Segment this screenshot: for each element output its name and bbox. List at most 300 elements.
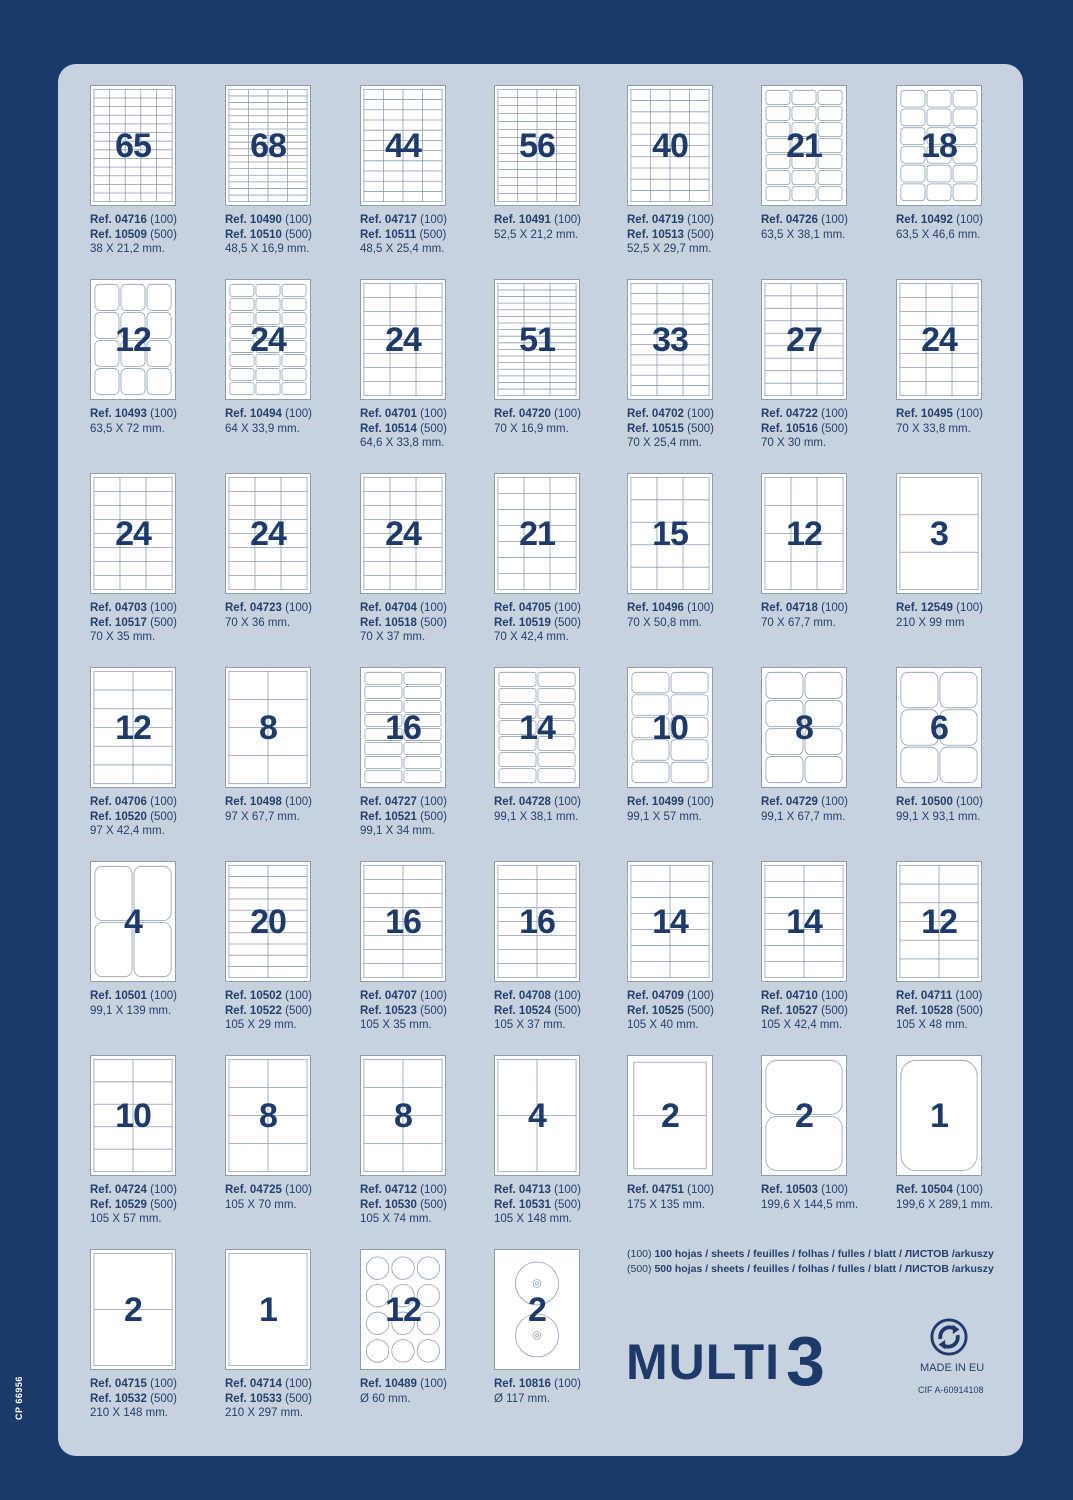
reference-code: Ref. 10501 (90, 990, 147, 1002)
label-sheet-diagram (896, 85, 982, 206)
legend-line-100: (100) 100 hojas / sheets / feuilles / folhas / fulles / blatt / ЛИСТОВ /arkuszy (627, 1248, 994, 1260)
labels-per-sheet: 14 (519, 708, 555, 747)
reference-line (225, 989, 312, 1004)
reference-code: Ref. 10516 (761, 422, 818, 435)
label-sheet-diagram (627, 85, 713, 206)
reference-code: Ref. 10502 (225, 990, 282, 1002)
labels-per-sheet: 16 (385, 902, 421, 941)
product-references (761, 213, 848, 242)
reference-line (494, 601, 581, 616)
reference-code: Ref. 04705 (494, 602, 551, 614)
pack-quantity: (100) (420, 408, 447, 420)
product-references (627, 795, 714, 824)
reference-code: Ref. 04724 (90, 1184, 147, 1196)
pack-quantity: (100) (420, 796, 447, 808)
pack-quantity: (100) (285, 602, 312, 614)
labels-per-sheet: 12 (385, 1290, 421, 1329)
label-product (761, 861, 848, 1033)
reference-line (360, 1198, 447, 1213)
label-dimensions: 105 X 37 mm. (494, 1019, 566, 1031)
reference-code: Ref. 04725 (225, 1184, 282, 1196)
label-sheet-diagram (627, 667, 713, 788)
reference-line (494, 1183, 581, 1198)
label-product (90, 85, 177, 257)
pack-quantity: (500) (554, 1198, 581, 1211)
reference-code: Ref. 04720 (494, 408, 551, 420)
reference-line (761, 422, 848, 437)
sheet-count-legend (627, 1247, 994, 1277)
label-dimensions: 105 X 29 mm. (225, 1019, 297, 1031)
pack-quantity: (100) (420, 1184, 447, 1196)
label-product (90, 861, 177, 1018)
label-sheet-diagram (360, 279, 446, 400)
reference-line (494, 616, 581, 631)
product-references (494, 1183, 581, 1227)
reference-code: Ref. 04727 (360, 796, 417, 808)
reference-code: Ref. 04706 (90, 796, 147, 808)
reference-code: Ref. 04701 (360, 408, 417, 420)
labels-per-sheet: 40 (652, 126, 688, 165)
pack-quantity: (100) (285, 214, 312, 226)
label-product (225, 1055, 312, 1212)
product-references (90, 601, 177, 645)
label-product (494, 473, 581, 645)
reference-line (896, 1183, 993, 1198)
pack-quantity: (500) (420, 1004, 447, 1017)
recycle-icon (930, 1318, 968, 1356)
label-dimensions: Ø 60 mm. (360, 1392, 411, 1405)
label-dimensions: 70 X 35 mm. (90, 631, 156, 643)
reference-code: Ref. 10527 (761, 1004, 818, 1017)
label-sheet-diagram (627, 279, 713, 400)
reference-line (360, 989, 447, 1004)
product-references (761, 601, 848, 630)
label-sheet-diagram (627, 473, 713, 594)
reference-code: Ref. 10511 (360, 228, 417, 241)
label-dimensions: 63,5 X 72 mm. (90, 422, 165, 435)
reference-code: Ref. 04709 (627, 990, 684, 1002)
label-sheet-diagram (90, 473, 176, 594)
label-sheet-diagram (225, 85, 311, 206)
reference-line (627, 228, 714, 243)
labels-per-sheet: 14 (786, 902, 822, 941)
reference-code: Ref. 10490 (225, 214, 282, 226)
label-product (90, 1055, 177, 1227)
label-sheet-diagram (896, 1055, 982, 1176)
product-references (225, 601, 312, 630)
pack-quantity: (500) (150, 228, 177, 241)
label-sheet-diagram (360, 667, 446, 788)
reference-code: Ref. 10515 (627, 422, 684, 435)
reference-line (225, 601, 312, 616)
labels-per-sheet: 1 (259, 1290, 277, 1329)
label-product (225, 279, 312, 436)
reference-code: Ref. 10518 (360, 616, 417, 629)
reference-code: Ref. 10528 (896, 1004, 953, 1017)
labels-per-sheet: 10 (652, 708, 688, 747)
pack-quantity: (100) (554, 408, 581, 420)
reference-code: Ref. 10504 (896, 1184, 953, 1196)
labels-per-sheet: 14 (652, 902, 688, 941)
label-product (627, 667, 714, 824)
label-dimensions: 63,5 X 46,6 mm. (896, 228, 981, 241)
reference-line (225, 1004, 312, 1019)
made-in-eu: MADE IN EU (920, 1362, 985, 1374)
reference-code: Ref. 10498 (225, 796, 282, 808)
reference-line (761, 407, 848, 422)
reference-line (627, 213, 714, 228)
label-dimensions: 70 X 37 mm. (360, 631, 426, 643)
label-dimensions: 105 X 57 mm. (90, 1213, 162, 1225)
labels-per-sheet: 16 (519, 902, 555, 941)
reference-code: Ref. 04710 (761, 990, 818, 1002)
reference-code: Ref. 04719 (627, 214, 684, 226)
pack-quantity: (100) (821, 408, 848, 420)
label-product (494, 279, 581, 436)
labels-per-sheet: 6 (930, 708, 948, 747)
label-dimensions: 70 X 42,4 mm. (494, 631, 569, 643)
label-sheet-diagram (494, 85, 580, 206)
label-product (627, 473, 714, 630)
product-references (90, 795, 177, 839)
reference-line (90, 616, 177, 631)
reference-line (494, 1004, 581, 1019)
reference-code: Ref. 04708 (494, 990, 551, 1002)
reference-line (360, 228, 447, 243)
label-dimensions: 70 X 33,8 mm. (896, 422, 971, 435)
label-product (90, 1249, 177, 1421)
reference-code: Ref. 10495 (896, 408, 953, 420)
pack-quantity: (100) (150, 1184, 177, 1196)
pack-quantity: (100) (687, 1184, 714, 1196)
reference-code: Ref. 10492 (896, 214, 953, 226)
product-references (896, 213, 983, 242)
reference-code: Ref. 04726 (761, 214, 818, 226)
reference-code: Ref. 04703 (90, 602, 147, 614)
label-sheet-diagram (761, 85, 847, 206)
reference-code: Ref. 04712 (360, 1184, 417, 1196)
reference-line (761, 989, 848, 1004)
pack-quantity: (500) (150, 1392, 177, 1405)
pack-quantity: (100) (285, 1184, 312, 1196)
pack-quantity: (500) (821, 1004, 848, 1017)
reference-code: Ref. 04714 (225, 1378, 282, 1390)
pack-quantity: (500) (150, 810, 177, 823)
labels-per-sheet: 15 (652, 514, 688, 553)
reference-line (627, 989, 714, 1004)
label-product (896, 85, 983, 242)
label-product (90, 473, 177, 645)
label-dimensions: 97 X 42,4 mm. (90, 825, 165, 837)
pack-quantity: (500) (420, 1198, 447, 1211)
pack-quantity: (100) (420, 602, 447, 614)
reference-line (90, 795, 177, 810)
reference-line (225, 795, 312, 810)
reference-line (494, 795, 581, 810)
product-references (225, 795, 312, 824)
reference-line (896, 407, 983, 422)
label-product (90, 279, 177, 436)
reference-code: Ref. 10510 (225, 228, 282, 241)
reference-code: Ref. 10523 (360, 1004, 417, 1017)
product-references (627, 407, 714, 451)
labels-per-sheet: 24 (921, 320, 957, 359)
pack-quantity: (500) (285, 228, 312, 241)
label-dimensions: 99,1 X 57 mm. (627, 810, 702, 823)
label-sheet-diagram (494, 279, 580, 400)
label-sheet-diagram (494, 473, 580, 594)
product-references (494, 407, 581, 436)
label-product (761, 85, 848, 242)
label-sheet-diagram (494, 1055, 580, 1176)
product-references (90, 1377, 177, 1421)
pack-quantity: (100) (956, 1184, 983, 1196)
label-dimensions: 64 X 33,9 mm. (225, 422, 300, 435)
label-sheet-diagram (360, 1055, 446, 1176)
label-sheet-diagram (225, 473, 311, 594)
label-sheet-diagram (494, 667, 580, 788)
reference-line (225, 1392, 312, 1407)
label-dimensions: 70 X 36 mm. (225, 616, 291, 629)
label-dimensions: 199,6 X 144,5 mm. (761, 1198, 859, 1211)
reference-line (627, 1183, 714, 1198)
label-sheet-diagram (627, 861, 713, 982)
reference-line (90, 407, 177, 422)
label-dimensions: 48,5 X 16,9 mm. (225, 243, 310, 255)
label-dimensions: 210 X 148 mm. (90, 1407, 168, 1419)
reference-line (90, 1183, 177, 1198)
label-dimensions: 70 X 67,7 mm. (761, 616, 836, 629)
reference-code: Ref. 04751 (627, 1184, 684, 1196)
label-product (896, 1055, 993, 1212)
reference-code: Ref. 04711 (896, 990, 953, 1002)
label-product (896, 667, 983, 824)
labels-per-sheet: 1 (930, 1096, 948, 1135)
labels-per-sheet: 12 (786, 514, 822, 553)
reference-line (225, 1183, 312, 1198)
reference-line (360, 795, 447, 810)
product-references (494, 213, 581, 242)
label-dimensions: 70 X 25,4 mm. (627, 437, 702, 449)
reference-line (225, 228, 312, 243)
label-dimensions: 52,5 X 21,2 mm. (494, 228, 579, 241)
product-references (761, 795, 848, 824)
labels-per-sheet: 8 (394, 1096, 412, 1135)
label-product (225, 667, 312, 824)
pack-quantity: (100) (554, 990, 581, 1002)
label-sheet-diagram (761, 861, 847, 982)
label-dimensions: 99,1 X 34 mm. (360, 825, 435, 837)
pack-quantity: (100) (420, 1378, 447, 1390)
reference-line (896, 989, 983, 1004)
reference-line (761, 795, 848, 810)
reference-code: Ref. 10519 (494, 616, 551, 629)
product-references (627, 601, 714, 630)
reference-code: Ref. 10524 (494, 1004, 551, 1017)
product-references (494, 795, 581, 824)
label-dimensions: 70 X 16,9 mm. (494, 422, 569, 435)
reference-code: Ref. 10532 (90, 1392, 147, 1405)
reference-line (360, 616, 447, 631)
reference-line (896, 601, 983, 616)
label-dimensions: 99,1 X 38,1 mm. (494, 810, 579, 823)
label-product (225, 1249, 312, 1421)
reference-code: Ref. 10530 (360, 1198, 417, 1211)
label-sheet-diagram (494, 1249, 580, 1370)
product-references (90, 407, 177, 436)
label-sheet-diagram (761, 473, 847, 594)
label-dimensions: 105 X 35 mm. (360, 1019, 432, 1031)
product-references (494, 601, 581, 645)
reference-code: Ref. 04729 (761, 796, 818, 808)
reference-line (494, 213, 581, 228)
label-sheet-diagram (896, 473, 982, 594)
labels-per-sheet: 12 (115, 708, 151, 747)
label-sheet-diagram (896, 861, 982, 982)
pack-quantity: (100) (821, 214, 848, 226)
reference-code: Ref. 10489 (360, 1378, 417, 1390)
pack-quantity: (100) (285, 408, 312, 420)
product-references (627, 1183, 714, 1212)
product-references (896, 795, 983, 824)
label-product (360, 1055, 447, 1227)
reference-code: Ref. 10520 (90, 810, 147, 823)
label-sheet-diagram (225, 1055, 311, 1176)
pack-quantity: (100) (554, 602, 581, 614)
label-product (225, 85, 312, 257)
pack-quantity: (100) (150, 1378, 177, 1390)
label-product (627, 279, 714, 451)
label-sheet-diagram (494, 861, 580, 982)
pack-quantity: (100) (687, 214, 714, 226)
product-references (225, 1183, 312, 1212)
product-references (90, 1183, 177, 1227)
label-product (360, 473, 447, 645)
label-product (360, 861, 447, 1033)
labels-per-sheet: 68 (250, 126, 286, 165)
pack-quantity: (100) (554, 1378, 581, 1390)
labels-per-sheet: 8 (795, 708, 813, 747)
reference-line (494, 1377, 581, 1392)
product-references (761, 407, 848, 451)
product-references (761, 989, 848, 1033)
reference-line (90, 228, 177, 243)
label-sheet-diagram (225, 667, 311, 788)
reference-code: Ref. 04718 (761, 602, 818, 614)
reference-code: Ref. 04722 (761, 408, 818, 420)
label-sheet-diagram (627, 1055, 713, 1176)
reference-line (627, 407, 714, 422)
multi3-logo: MULTI3 (626, 1322, 826, 1400)
label-sheet-diagram (360, 861, 446, 982)
label-product (360, 279, 447, 451)
reference-code: Ref. 12549 (896, 602, 953, 614)
label-sheet-diagram (225, 279, 311, 400)
labels-per-sheet: 12 (921, 902, 957, 941)
label-dimensions: 210 X 99 mm (896, 616, 965, 629)
labels-per-sheet: 4 (528, 1096, 546, 1135)
reference-line (761, 601, 848, 616)
label-dimensions: 97 X 67,7 mm. (225, 810, 300, 823)
reference-line (627, 1004, 714, 1019)
reference-code: Ref. 10533 (225, 1392, 282, 1405)
label-sheet-diagram (90, 85, 176, 206)
label-sheet-diagram (360, 473, 446, 594)
reference-line (494, 989, 581, 1004)
product-references (896, 989, 983, 1033)
reference-code: Ref. 10499 (627, 796, 684, 808)
reference-line (90, 1198, 177, 1213)
labels-per-sheet: 4 (124, 902, 142, 941)
pack-quantity: (100) (821, 796, 848, 808)
pack-quantity: (100) (150, 602, 177, 614)
label-sheet-diagram (90, 861, 176, 982)
reference-code: Ref. 04717 (360, 214, 417, 226)
pack-quantity: (100) (285, 1378, 312, 1390)
product-references (627, 213, 714, 257)
label-dimensions: 105 X 70 mm. (225, 1198, 297, 1211)
label-dimensions: 105 X 40 mm. (627, 1019, 699, 1031)
labels-per-sheet: 33 (652, 320, 688, 359)
label-dimensions: 99,1 X 93,1 mm. (896, 810, 981, 823)
labels-per-sheet: 24 (385, 320, 421, 359)
labels-per-sheet: 27 (786, 320, 822, 359)
product-references (494, 989, 581, 1033)
label-dimensions: 105 X 148 mm. (494, 1213, 572, 1225)
reference-code: Ref. 10525 (627, 1004, 684, 1017)
label-dimensions: 48,5 X 25,4 mm. (360, 243, 445, 255)
label-product (225, 473, 312, 630)
pack-quantity: (500) (956, 1004, 983, 1017)
labels-per-sheet: 65 (115, 126, 151, 165)
labels-per-sheet: 10 (115, 1096, 151, 1135)
pack-quantity: (500) (285, 1004, 312, 1017)
pack-quantity: (100) (821, 990, 848, 1002)
label-dimensions: 99,1 X 67,7 mm. (761, 810, 846, 823)
product-references (90, 213, 177, 257)
product-references (360, 795, 447, 839)
product-references (225, 407, 312, 436)
reference-line (494, 1198, 581, 1213)
label-product (896, 279, 983, 436)
pack-quantity: (500) (150, 616, 177, 629)
label-product (90, 667, 177, 839)
label-product (761, 667, 848, 824)
cif-number: CIF A-60914108 (918, 1385, 984, 1395)
labels-per-sheet: 24 (250, 320, 286, 359)
label-dimensions: 70 X 50,8 mm. (627, 616, 702, 629)
pack-quantity: (100) (285, 796, 312, 808)
reference-line (360, 1377, 447, 1392)
reference-code: Ref. 10491 (494, 214, 551, 226)
reference-line (896, 213, 983, 228)
label-dimensions: 70 X 30 mm. (761, 437, 827, 449)
reference-line (225, 407, 312, 422)
reference-code: Ref. 10509 (90, 228, 147, 241)
label-product (627, 861, 714, 1033)
label-product (627, 85, 714, 257)
labels-per-sheet: 21 (786, 126, 822, 165)
labels-per-sheet: 51 (519, 320, 555, 359)
reference-line (761, 1004, 848, 1019)
pack-quantity: (100) (956, 602, 983, 614)
product-references (360, 989, 447, 1033)
reference-line (360, 407, 447, 422)
label-sheet-diagram (761, 667, 847, 788)
pack-quantity: (100) (955, 990, 983, 1002)
pack-quantity: (100) (554, 1184, 581, 1196)
pack-quantity: (100) (420, 214, 447, 226)
